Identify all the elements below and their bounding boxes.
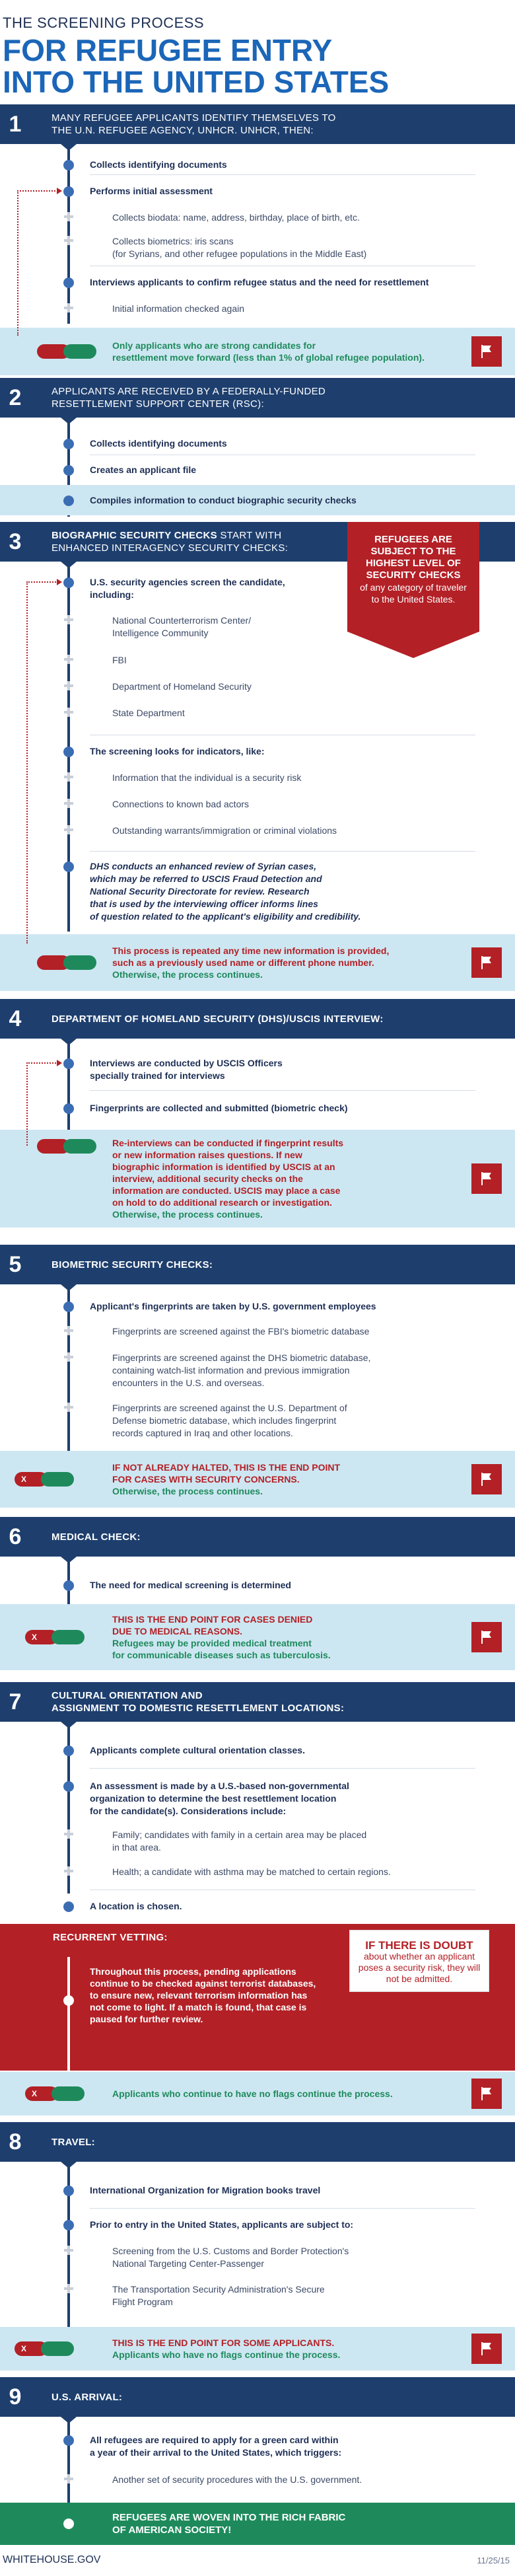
section-2 [0,378,515,418]
section-9-header: 9 U.S. ARRIVAL: [0,2377,515,2417]
kicker: THE SCREENING PROCESS [3,15,205,31]
step: DHS conducts an enhanced review of Syrian cases, which may be referred to USCIS Fraud Detection and National Security Directorate for review. Research that is used by the interviewing officer informs lines of question related to the applicant's eligibility and credibility. [0,860,515,923]
dot-icon [63,1103,74,1114]
footer-date: 11/25/15 [477,2555,510,2565]
plus-icon [64,212,73,221]
step: Collects identifying documents [0,159,515,171]
dot-icon [63,1302,74,1312]
dot-icon [63,862,74,872]
dot-icon [63,1901,74,1912]
section-7-header: 7 CULTURAL ORIENTATION AND ASSIGNMENT TO DOMESTIC RESETTLEMENT LOCATIONS: [0,1682,515,1722]
header [0,0,515,104]
section-7 [0,1682,515,1722]
sub-step: Family; candidates with family in a certain area may be placed in that area. [0,1829,515,1854]
section-5 [0,1245,515,1284]
plus-icon [64,1829,73,1839]
section-4-header: 4 DEPARTMENT OF HOMELAND SECURITY (DHS)/USCIS INTERVIEW: [0,999,515,1039]
flag-icon [471,1622,502,1652]
plus-icon [64,1403,73,1412]
dot-icon [63,747,74,757]
step: Interviews applicants to confirm refugee status and the need for resettlement [0,276,515,289]
section-5-header: 5 BIOMETRIC SECURITY CHECKS: [0,1245,515,1284]
sub-step: Connections to known bad actors [0,798,515,811]
dot-icon [63,2519,74,2529]
flag-icon [471,1163,502,1194]
security-banner: REFUGEES ARE SUBJECT TO THE HIGHEST LEVEL OF SECURITY CHECKS of any category of traveler to the United States. [347,522,479,632]
plus-icon [64,1866,73,1876]
step: Interviews are conducted by USCIS Officers specially trained for interviews [0,1057,515,1082]
flag-icon [471,947,502,978]
flag-icon [471,2334,502,2364]
flag-icon [471,2079,502,2109]
plus-icon [64,681,73,690]
notice: X IF NOT ALREADY HALTED, THIS IS THE END POINT FOR CASES WITH SECURITY CONCERNS. Otherwise, the process continues. [0,1451,515,1508]
section-6 [0,1517,515,1557]
plus-icon [64,708,73,717]
decision-toggle [37,1139,96,1154]
step: U.S. security agencies screen the candidate, including: [0,576,515,601]
recurrent-vetting: RECURRENT VETTING: Throughout this process, pending applications continue to be checked against terrorist databases, to ensure new, relevant terrorism information has not come to light. If a match is found, that case is paused for further review. IF THERE IS DOUBT about whether an applicant poses a security risk, they will not be admitted. [0,1924,515,2071]
dot-icon [63,2435,74,2446]
dot-icon [63,160,74,170]
sub-step: Another set of security procedures with the U.S. government. [0,2474,515,2486]
dot-icon [63,577,74,588]
sub-step: Department of Homeland Security [0,681,515,693]
section-1 [0,104,515,144]
sub-step: Initial information checked again [0,303,515,315]
notice: Only applicants who are strong candidates for resettlement move forward (less than 1% of global refugee population). [0,328,515,375]
step: Applicants complete cultural orientation classes. [0,1744,515,1757]
dot-icon [63,439,74,449]
doubt-callout: IF THERE IS DOUBT about whether an applicant poses a security risk, they will not be admitted. [350,1931,489,1991]
dot-icon [63,496,74,506]
step: Fingerprints are collected and submitted (biometric check) [0,1102,515,1115]
section-number: 1 [9,111,22,137]
sub-step: Fingerprints are screened against the U.S. Department of Defense biometric database, which includes fingerprint records captured in Iraq and other locations. [0,1402,515,1440]
section-8-header: 8 TRAVEL: [0,2122,515,2162]
step: The need for medical screening is determined [0,1579,515,1592]
notice: X Applicants who continue to have no flags continue the process. [0,2072,515,2116]
section-8 [0,2122,515,2162]
dot-icon [63,2220,74,2230]
final-banner: REFUGEES ARE WOVEN INTO THE RICH FABRIC OF AMERICAN SOCIETY! [0,2503,515,2545]
step: Performs initial assessment [0,185,515,198]
sub-step: Screening from the U.S. Customs and Border Protection's National Targeting Center-Passenger [0,2245,515,2270]
dot-icon [63,1058,74,1069]
plus-icon [64,825,73,834]
step: An assessment is made by a U.S.-based non-governmental organization to determine the best resettlement location for the candidate(s). Considerations include: [0,1780,515,1818]
plus-icon [64,1326,73,1335]
dot-icon [63,1580,74,1591]
notice: X THIS IS THE END POINT FOR CASES DENIED DUE TO MEDICAL REASONS. Refugees may be provided medical treatment for communicable diseases such as tuberculosis. [0,1604,515,1670]
section-9 [0,2377,515,2417]
decision-toggle: X [15,1472,74,1487]
dot-icon [63,465,74,476]
sub-step: Health; a candidate with asthma may be matched to certain regions. [0,1866,515,1878]
plus-icon [64,2474,73,2484]
notice: Re-interviews can be conducted if fingerprint results or new information raises questions. If new biographic information is identified by USCIS at an interview, additional security checks on the information are conducted. USCIS may place a case on hold to do additional research or investigation. Otherwise, the process continues. [0,1130,515,1228]
flag-icon [471,1464,502,1494]
notice: X THIS IS THE END POINT FOR SOME APPLICANTS. Applicants who have no flags continue the process. [0,2327,515,2371]
section-1-header: 1 MANY REFUGEE APPLICANTS IDENTIFY THEMSELVES TO THE U.N. REFUGEE AGENCY, UNHCR. UNHCR, THEN: [0,104,515,144]
footer-source: WHITEHOUSE.GOV [3,2554,101,2565]
section-2-header: 2 APPLICANTS ARE RECEIVED BY A FEDERALLY-FUNDED RESETTLEMENT SUPPORT CENTER (RSC): [0,378,515,418]
plus-icon [64,236,73,245]
dot-icon [63,2186,74,2196]
plus-icon [64,2284,73,2293]
plus-icon [64,1352,73,1362]
step: A location is chosen. [0,1900,515,1913]
sub-step: Outstanding warrants/immigration or criminal violations [0,825,515,837]
plus-icon [64,2246,73,2255]
decision-toggle [37,344,96,359]
sub-step: Collects biometrics: iris scans (for Syrians, and other refugee populations in the Middle East) [0,235,515,260]
sub-step: Information that the individual is a security risk [0,772,515,784]
footer [0,2548,515,2566]
step: Compiles information to conduct biographic security checks [0,494,515,507]
dot-icon [63,1995,74,2006]
section-4 [0,999,515,1039]
sub-step: Collects biodata: name, address, birthday, place of birth, etc. [0,211,515,224]
dot-icon [63,277,74,288]
dot-icon [63,1781,74,1792]
section-6-header: 6 MEDICAL CHECK: [0,1517,515,1557]
sub-step: Fingerprints are screened against the DHS biometric database, containing watch-list information and previous immigration encounters in the U.S. and overseas. [0,1352,515,1389]
page-title: FOR REFUGEE ENTRY INTO THE UNITED STATES [3,33,390,99]
plus-icon [64,303,73,313]
step: Creates an applicant file [0,464,515,476]
step: The screening looks for indicators, like: [0,745,515,758]
sub-step: Fingerprints are screened against the FBI's biometric database [0,1325,515,1338]
section-3-header: 3 BIOGRAPHIC SECURITY CHECKS START WITH ENHANCED INTERAGENCY SECURITY CHECKS: [0,522,515,562]
sub-step: National Counterterrorism Center/ Intelligence Community [0,614,515,640]
sub-step: FBI [0,654,515,667]
plus-icon [64,615,73,624]
notice: This process is repeated any time new information is provided, such as a previously used name or different phone number. Otherwise, the process continues. [0,934,515,991]
flag-icon [471,336,502,367]
sub-step: State Department [0,707,515,719]
plus-icon [64,799,73,808]
dot-icon [63,186,74,197]
plus-icon [64,772,73,782]
plus-icon [64,655,73,664]
step: Applicant's fingerprints are taken by U.S. government employees [0,1300,515,1313]
decision-toggle: X [25,2086,85,2101]
step: International Organization for Migration books travel [0,2184,515,2197]
decision-toggle: X [15,2341,74,2356]
dot-icon [63,1746,74,1756]
sub-step: The Transportation Security Administration's Secure Flight Program [0,2283,515,2308]
decision-toggle: X [25,1630,85,1644]
decision-toggle [37,955,96,970]
step: Prior to entry in the United States, applicants are subject to: [0,2219,515,2231]
step: Collects identifying documents [0,437,515,450]
step: All refugees are required to apply for a green card within a year of their arrival to the United States, which triggers: [0,2434,515,2459]
